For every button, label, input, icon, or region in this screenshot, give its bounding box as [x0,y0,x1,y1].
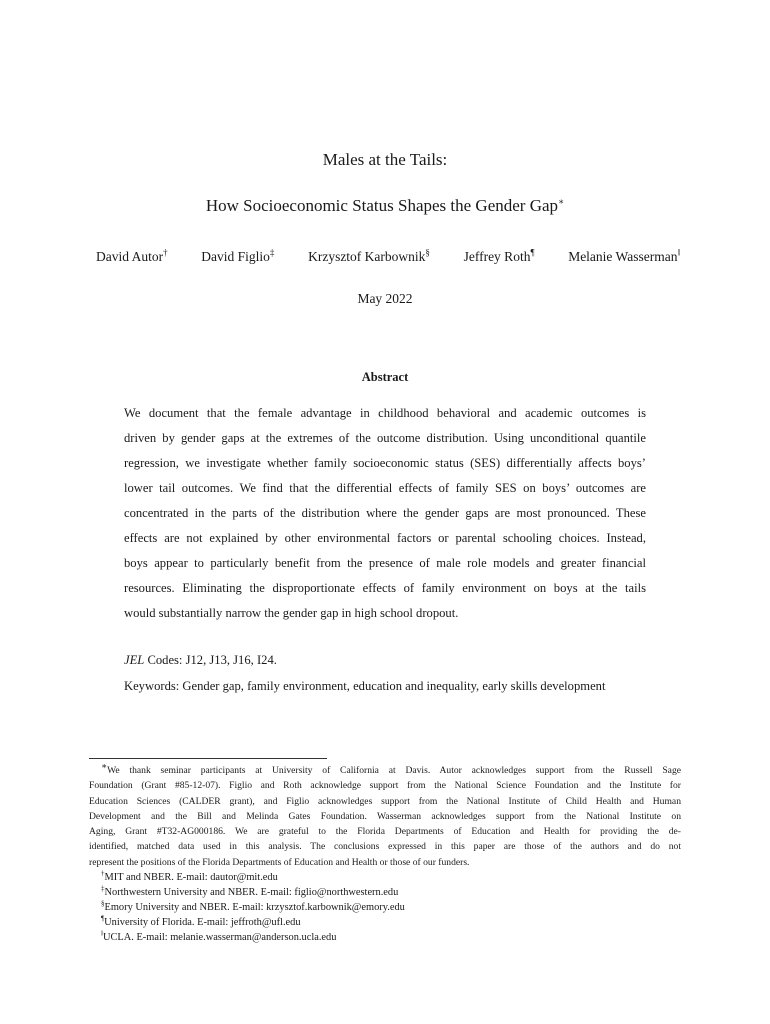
footnote-line: identified, matched data used in this analysis. The conclusions expressed in this paper are those of the authors and do not [89,841,681,853]
abstract-line: boys appear to particularly benefit from the presence of male role models and greater financial [124,556,646,570]
footnote-mark: ∗ [101,760,108,771]
affiliation-footnote: ‖UCLA. E-mail: melanie.wasserman@anderson.ucla.edu [101,929,337,944]
affiliation-footnote: ‡Northwestern University and NBER. E-mail: figlio@northwestern.edu [101,884,399,899]
abstract-line: resources. Eliminating the disproportionate effects of family environment on boys at the tails [124,581,646,595]
title-footnote-mark: ∗ [558,196,565,207]
abstract-line: concentrated in the parts of the distribution where the gender gaps are most pronounced. These [124,506,646,520]
affiliation-footnote: †MIT and NBER. E-mail: dautor@mit.edu [101,869,278,884]
footnote-line: Foundation (Grant #85-12-07). Figlio and Roth acknowledge support from the National Science Foundation and the Institute for [89,780,681,792]
footnote-line: represent the positions of the Florida Departments of Education and Health or those of our funders. [89,856,470,868]
footnote-line: Development and the Bill and Melinda Gates Foundation. Wasserman acknowledges support from the National Institute on [89,810,681,822]
abstract-line: We document that the female advantage in childhood behavioral and academic outcomes is [124,406,646,420]
abstract-line: regression, we investigate whether family socioeconomic status (SES) differentially affects boys’ [124,456,646,470]
abstract-line: driven by gender gaps at the extremes of the outcome distribution. Using unconditional quantile [124,431,646,445]
author: Krzysztof Karbownik§ [308,247,430,264]
affiliation-footnote: ¶University of Florida. E-mail: jeffroth@ufl.edu [101,914,301,929]
author: Jeffrey Roth¶ [463,247,535,264]
paper-subtitle [0,196,770,216]
abstract-line: lower tail outcomes. We find that the differential effects of family SES on boys’ outcomes are [124,481,646,495]
footnote-line: Aging, Grant #T32-AG000186. We are grateful to the Florida Departments of Education and Health for providing the de- [89,826,681,838]
abstract-line: effects are not explained by other environmental factors or parental schooling choices. Instead, [124,531,646,545]
title-line-1: Males at the Tails: [322,150,448,169]
title-line-2: How Socioeconomic Status Shapes the Gender Gap [205,196,559,215]
author: David Figlio‡ [201,247,275,264]
jel-codes: JEL Codes: J12, J13, J16, I24. [124,653,277,667]
footnote-line: We thank seminar participants at University of California at Davis. Autor acknowledges support from the Russell Sage [107,765,681,776]
footnote-divider [89,758,327,759]
paper-title [0,150,770,170]
author: Melanie Wasserman‖ [568,247,680,264]
abstract-line: would substantially narrow the gender gap in high school dropout. [124,606,459,620]
acknowledgements-footnote [89,760,681,870]
author-list [96,249,680,265]
abstract-text [124,401,646,626]
affiliation-footnote: §Emory University and NBER. E-mail: krzysztof.karbownik@emory.edu [101,899,405,914]
publication-date: May 2022 [357,291,413,306]
footnote-line: Education Sciences (CALDER grant), and Figlio acknowledges support from the National Institute of Child Health and Human [89,795,681,807]
author: David Autor† [96,247,168,264]
keywords: Keywords: Gender gap, family environment, education and inequality, early skills development [124,679,606,693]
footnotes [89,760,681,945]
abstract-heading: Abstract [361,370,409,384]
